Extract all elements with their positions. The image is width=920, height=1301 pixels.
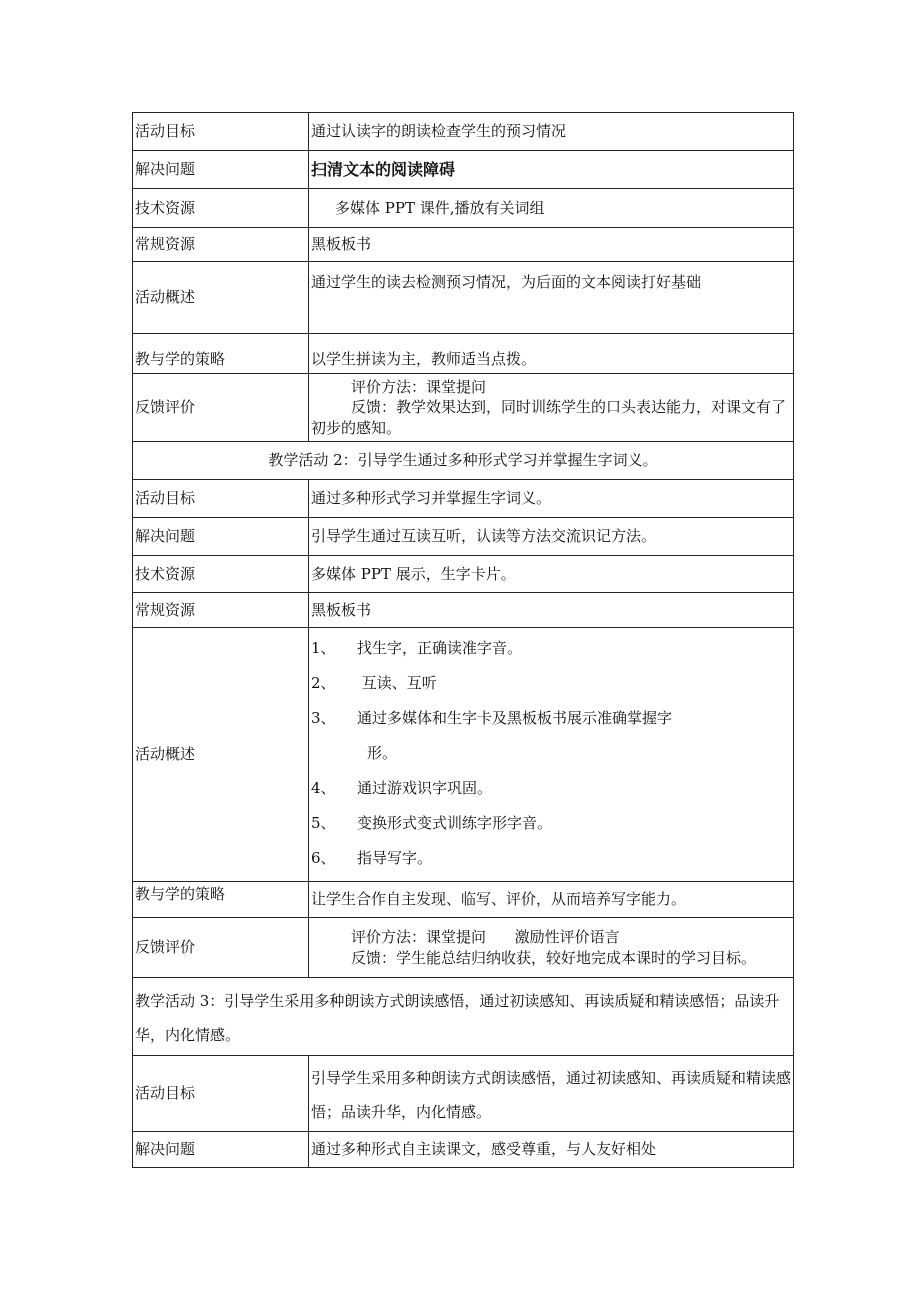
table-row — [133, 442, 794, 480]
lesson-plan-table — [132, 112, 794, 1168]
feedback-method: 评价方法：课堂提问 激励性评价语言 — [351, 928, 620, 947]
row-label: 常规资源 — [133, 593, 309, 628]
row-value: 通过认读字的朗读检查学生的预习情况 — [309, 113, 794, 151]
row-value: 让学生合作自主发现、临写、评价，从而培养写字能力。 — [309, 882, 794, 918]
row-label: 解决问题 — [133, 1132, 309, 1168]
row-label: 活动目标 — [133, 480, 309, 518]
row-value: 通过多种形式学习并掌握生字词义。 — [309, 480, 794, 518]
table-row — [133, 189, 794, 228]
table-row — [133, 556, 794, 593]
row-value: 引导学生采用多种朗读方式朗读感悟，通过初读感知、再读质疑和精读感悟；品读升华，内化情感。 — [309, 1056, 794, 1132]
table-row — [133, 518, 794, 556]
feedback-method: 评价方法：课堂提问 — [351, 378, 487, 397]
table-row — [133, 978, 794, 1056]
row-value: 多媒体 PPT 课件,播放有关词组 — [309, 189, 794, 228]
row-label: 教与学的策略 — [133, 334, 309, 374]
row-label: 活动概述 — [133, 262, 309, 334]
table-row — [133, 1056, 794, 1132]
table-row — [133, 593, 794, 628]
table-row — [133, 151, 794, 189]
row-value — [309, 918, 794, 978]
row-label: 活动目标 — [133, 113, 309, 151]
row-label: 技术资源 — [133, 556, 309, 593]
row-label: 解决问题 — [133, 151, 309, 189]
row-label: 反馈评价 — [133, 918, 309, 978]
row-value: 黑板板书 — [309, 593, 794, 628]
feedback-result: 反馈：学生能总结归纳收获，较好地完成本课时的学习目标。 — [351, 948, 757, 967]
activity-heading: 教学活动 3：引导学生采用多种朗读方式朗读感悟，通过初读感知、再读质疑和精读感悟；品读升华，内化情感。 — [133, 978, 794, 1056]
row-value: 通过学生的读去检测预习情况，为后面的文本阅读打好基础 — [309, 262, 794, 334]
row-label: 活动概述 — [133, 628, 309, 882]
table-row — [133, 480, 794, 518]
table-row — [133, 228, 794, 262]
table-row — [133, 918, 794, 978]
table-row — [133, 374, 794, 442]
row-value: 黑板板书 — [309, 228, 794, 262]
table-row — [133, 882, 794, 918]
row-label: 活动目标 — [133, 1056, 309, 1132]
table-row — [133, 334, 794, 374]
feedback-result: 反馈：教学效果达到，同时训练学生的口头表达能力，对课文有了初步的感知。 — [311, 398, 787, 437]
row-value: 引导学生通过互读互听，认读等方法交流识记方法。 — [309, 518, 794, 556]
row-value: 多媒体 PPT 展示，生字卡片。 — [309, 556, 794, 593]
row-value — [309, 628, 794, 882]
list-item: 6、 指导写字。 — [311, 849, 433, 867]
list-item: 5、 变换形式变式训练字形字音。 — [311, 814, 553, 832]
row-label: 反馈评价 — [133, 374, 309, 442]
row-value: 以学生拼读为主，教师适当点拨。 — [309, 334, 794, 374]
activity-heading: 教学活动 2：引导学生通过多种形式学习并掌握生字词义。 — [133, 442, 794, 480]
list-item: 4、 通过游戏识字巩固。 — [311, 779, 493, 797]
table-row — [133, 628, 794, 882]
row-label: 教与学的策略 — [133, 882, 309, 918]
row-label: 解决问题 — [133, 518, 309, 556]
row-value: 扫清文本的阅读障碍 — [309, 151, 794, 189]
list-item: 3、 通过多媒体和生字卡及黑板板书展示准确掌握字 — [311, 709, 673, 727]
list-item: 形。 — [367, 744, 398, 762]
table-row — [133, 262, 794, 334]
table-row — [133, 1132, 794, 1168]
row-value — [309, 374, 794, 442]
list-item: 1、 找生字，正确读准字音。 — [311, 639, 523, 657]
table-row — [133, 113, 794, 151]
row-value: 通过多种形式自主读课文，感受尊重，与人友好相处 — [309, 1132, 794, 1168]
row-label: 常规资源 — [133, 228, 309, 262]
list-item: 2、 互读、互听 — [311, 674, 437, 692]
row-label: 技术资源 — [133, 189, 309, 228]
